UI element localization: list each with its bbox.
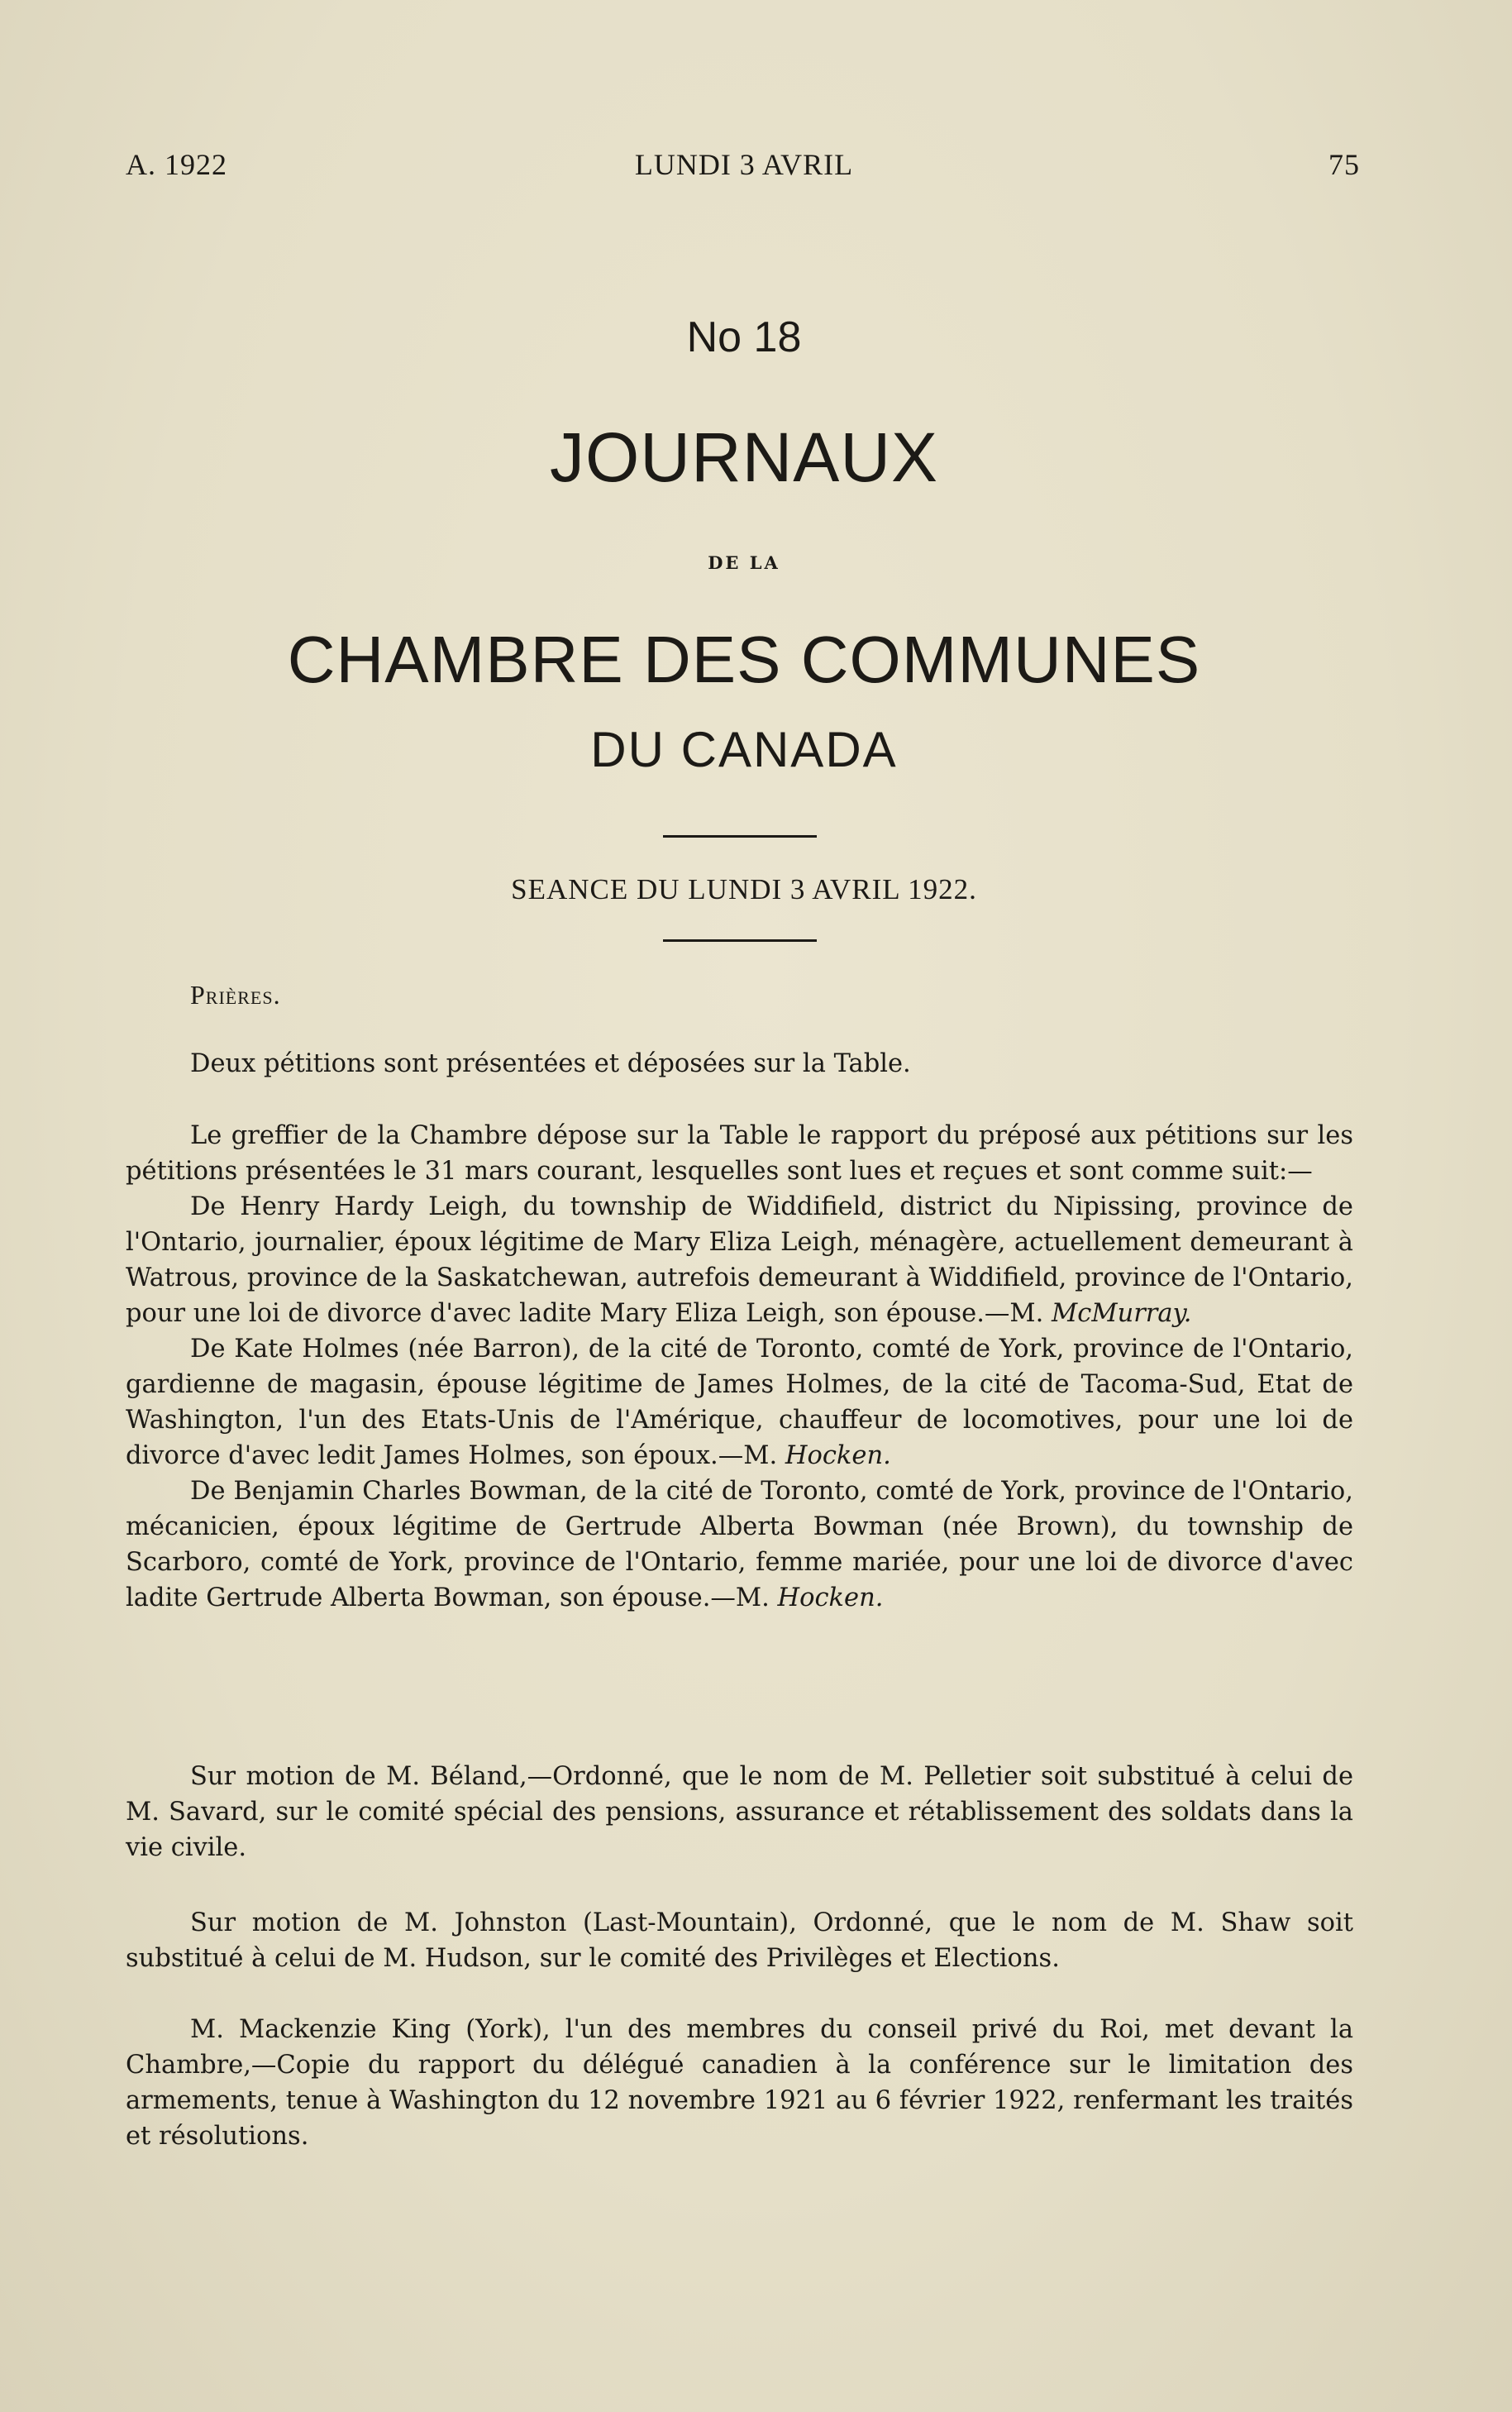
petition-paragraph	[126, 1473, 1353, 1616]
clerk-report-section	[126, 1118, 1353, 1616]
paragraph-text: Deux pétitions sont présentées et déposées sur la Table.	[190, 1049, 911, 1078]
beland-motion	[126, 1759, 1353, 1865]
petition-text: De Henry Hardy Leigh, du township de Widdifield, district du Nipissing, province de l'Ontario, journalier, époux légitime de Mary Eliza Leigh, ménagère, actuellement demeurant à Watrous, province de la Saskatchewan, autrefois demeurant à Widdifield, province de l'Ontario, pour une loi de divorce d'avec ladite Mary Eliza Leigh, son épouse.—M.	[126, 1192, 1353, 1328]
king-tabling	[126, 2012, 1353, 2154]
header-date: LUNDI 3 AVRIL	[634, 148, 854, 181]
page-number: 75	[1328, 148, 1360, 181]
journal-title: JOURNAUX	[549, 418, 939, 496]
country-title: DU CANADA	[590, 722, 898, 777]
running-head	[0, 147, 1512, 189]
petition-text: De Kate Holmes (née Barron), de la cité de Toronto, comté de York, province de l'Ontario, gardienne de magasin, épouse légitime de James Holmes, de la cité de Tacoma-Sud, Etat de Washington, l'un des Etats-Unis de l'Amérique, chauffeur de locomotives, pour une loi de divorce d'avec ledit James Holmes, son époux.—M.	[126, 1335, 1353, 1470]
paragraph-text: Sur motion de M. Béland,—Ordonné, que le nom de M. Pelletier soit substitué à celui de M. Savard, sur le comité spécial des pensions, assurance et rétablissement des soldats dans la vie civile.	[126, 1762, 1353, 1862]
member-name: McMurray.	[1052, 1299, 1192, 1328]
chamber-title: CHAMBRE DES COMMUNES	[287, 623, 1201, 696]
johnston-motion	[126, 1905, 1353, 1976]
petition-paragraph	[126, 1189, 1353, 1331]
paragraph-text: Sur motion de M. Johnston (Last-Mountain), Ordonné, que le nom de M. Shaw soit substitué à celui de M. Hudson, sur le comité des Privilèges et Elections.	[126, 1908, 1353, 1973]
journal-number: No 18	[686, 313, 802, 361]
header-year: A. 1922	[126, 148, 227, 181]
divider-bottom	[663, 939, 817, 942]
session-title: SEANCE DU LUNDI 3 AVRIL 1922.	[511, 873, 977, 905]
petitions-presented-paragraph	[126, 1046, 1353, 1082]
member-name: Hocken.	[785, 1441, 891, 1470]
clerk-report-paragraph: Le greffier de la Chambre dépose sur la Table le rapport du préposé aux pétitions sur les pétitions présentées le 31 mars courant, lesquelles sont lues et reçues et sont comme suit:—	[126, 1121, 1353, 1186]
petition-paragraph	[126, 1331, 1353, 1473]
paragraph-text: M. Mackenzie King (York), l'un des membres du conseil privé du Roi, met devant la Chambre,—Copie du rapport du délégué canadien à la conférence sur le limitation des armements, tenue à Washington du 12 novembre 1921 au 6 février 1922, renfermant les traités et résolutions.	[126, 2015, 1353, 2151]
journal-de-la: DE LA	[708, 552, 780, 573]
prayers-heading: Prières.	[190, 980, 281, 1010]
member-name: Hocken.	[777, 1583, 884, 1612]
petition-text: De Benjamin Charles Bowman, de la cité de Toronto, comté de York, province de l'Ontario, mécanicien, époux légitime de Gertrude Alberta Bowman (née Brown), du township de Scarboro, comté de York, province de l'Ontario, femme mariée, pour une loi de divorce d'avec ladite Gertrude Alberta Bowman, son épouse.—M.	[126, 1477, 1353, 1612]
divider-top	[663, 835, 817, 838]
